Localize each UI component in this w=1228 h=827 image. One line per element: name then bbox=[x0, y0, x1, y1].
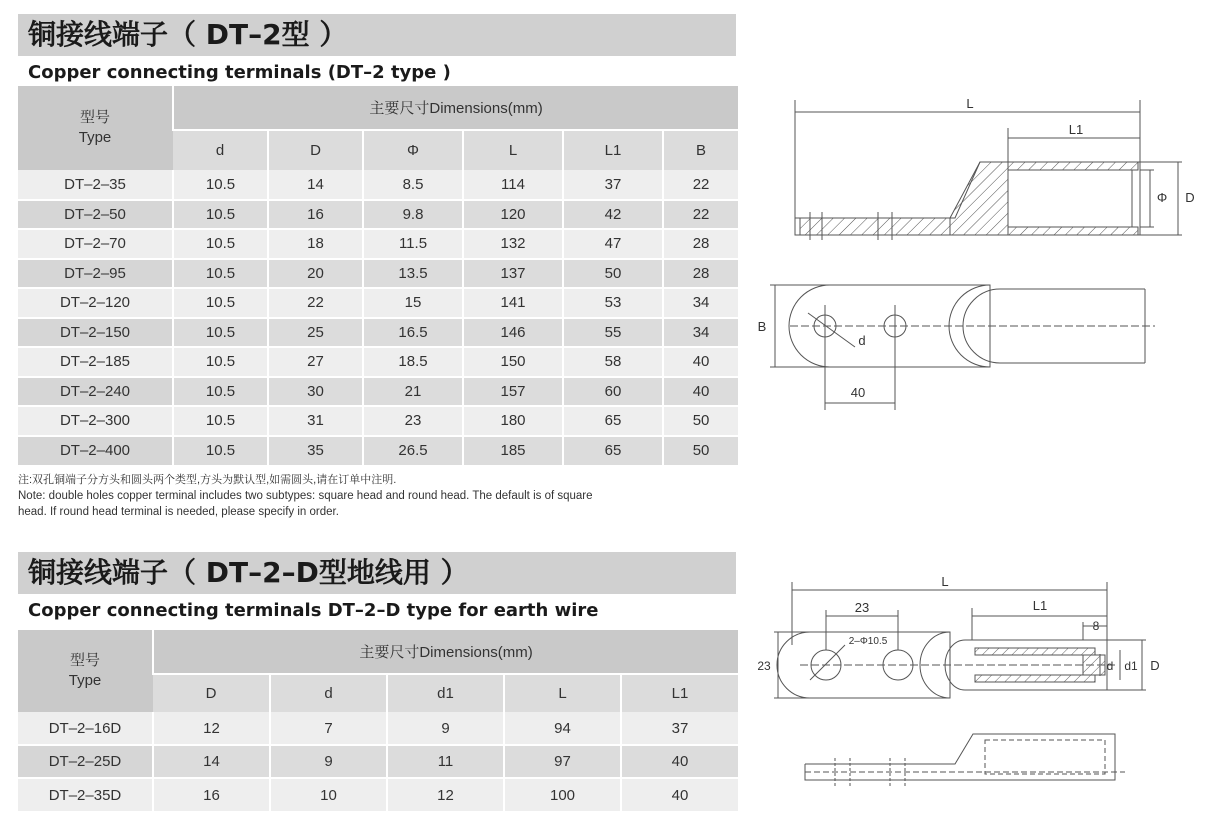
dt2-top-view-drawing bbox=[750, 275, 1170, 420]
note-cn: 注:双孔铜端子分方头和圆头两个类型,方头为默认型,如需圆头,请在订单中注明. bbox=[18, 474, 397, 486]
value-cell: 65 bbox=[563, 436, 663, 466]
table-row bbox=[18, 377, 738, 407]
value-cell: 146 bbox=[463, 318, 563, 348]
value-cell: 15 bbox=[363, 288, 463, 318]
section2-spec-table bbox=[18, 630, 738, 811]
dim-label-phi: Φ bbox=[1156, 190, 1168, 205]
section1-spec-table bbox=[18, 86, 738, 465]
value-cell: 10.5 bbox=[173, 170, 268, 200]
value-cell: 180 bbox=[463, 406, 563, 436]
table-row bbox=[18, 170, 738, 200]
value-cell: 137 bbox=[463, 259, 563, 289]
type-cell: DT–2–16D bbox=[18, 712, 153, 745]
value-cell: 58 bbox=[563, 347, 663, 377]
column-header: Φ bbox=[363, 130, 463, 170]
column-header: D bbox=[153, 674, 270, 712]
value-cell: 47 bbox=[563, 229, 663, 259]
value-cell: 14 bbox=[268, 170, 363, 200]
value-cell: 12 bbox=[387, 778, 504, 811]
value-cell: 97 bbox=[504, 745, 621, 778]
dim-label-23-side: 23 bbox=[757, 659, 771, 673]
dim-label-L1: L1 bbox=[1032, 598, 1048, 613]
table-row bbox=[18, 712, 738, 745]
value-cell: 42 bbox=[563, 200, 663, 230]
value-cell: 22 bbox=[663, 200, 738, 230]
type-header-cn: 型号 bbox=[69, 652, 100, 669]
value-cell: 40 bbox=[663, 377, 738, 407]
section1-subtitle: Copper connecting terminals (DT–2 type ) bbox=[28, 62, 451, 83]
table-row bbox=[18, 318, 738, 348]
value-cell: 16.5 bbox=[363, 318, 463, 348]
value-cell: 120 bbox=[463, 200, 563, 230]
value-cell: 10.5 bbox=[173, 347, 268, 377]
value-cell: 20 bbox=[268, 259, 363, 289]
value-cell: 10.5 bbox=[173, 229, 268, 259]
value-cell: 157 bbox=[463, 377, 563, 407]
value-cell: 37 bbox=[621, 712, 738, 745]
value-cell: 10.5 bbox=[173, 259, 268, 289]
column-header: d bbox=[270, 674, 387, 712]
value-cell: 13.5 bbox=[363, 259, 463, 289]
value-cell: 37 bbox=[563, 170, 663, 200]
column-header: D bbox=[268, 130, 363, 170]
type-cell: DT–2–240 bbox=[18, 377, 173, 407]
type-header-cn: 型号 bbox=[79, 109, 110, 126]
value-cell: 8.5 bbox=[363, 170, 463, 200]
value-cell: 10.5 bbox=[173, 436, 268, 466]
table-row bbox=[18, 436, 738, 466]
value-cell: 141 bbox=[463, 288, 563, 318]
type-cell: DT–2–300 bbox=[18, 406, 173, 436]
column-header: L bbox=[504, 674, 621, 712]
value-cell: 10.5 bbox=[173, 288, 268, 318]
type-cell: DT–2–95 bbox=[18, 259, 173, 289]
value-cell: 10.5 bbox=[173, 377, 268, 407]
value-cell: 21 bbox=[363, 377, 463, 407]
table-row bbox=[18, 229, 738, 259]
dim-label-holes: 2–Φ10.5 bbox=[848, 636, 888, 647]
value-cell: 114 bbox=[463, 170, 563, 200]
section1-note bbox=[18, 472, 593, 520]
table-row bbox=[18, 745, 738, 778]
value-cell: 25 bbox=[268, 318, 363, 348]
section1-title: 铜接线端子（ DT–2型 ） bbox=[18, 14, 736, 56]
value-cell: 35 bbox=[268, 436, 363, 466]
value-cell: 28 bbox=[663, 229, 738, 259]
value-cell: 31 bbox=[268, 406, 363, 436]
value-cell: 16 bbox=[153, 778, 270, 811]
value-cell: 10.5 bbox=[173, 318, 268, 348]
value-cell: 23 bbox=[363, 406, 463, 436]
dim-label-8: 8 bbox=[1092, 619, 1100, 633]
type-cell: DT–2–35D bbox=[18, 778, 153, 811]
value-cell: 150 bbox=[463, 347, 563, 377]
type-cell: DT–2–150 bbox=[18, 318, 173, 348]
column-header: L1 bbox=[563, 130, 663, 170]
dim-label-L: L bbox=[966, 96, 974, 111]
value-cell: 7 bbox=[270, 712, 387, 745]
type-cell: DT–2–185 bbox=[18, 347, 173, 377]
value-cell: 18.5 bbox=[363, 347, 463, 377]
type-header bbox=[18, 86, 173, 170]
type-cell: DT–2–120 bbox=[18, 288, 173, 318]
note-en-line1: Note: double holes copper terminal includes two subtypes: square head and round head. The default is of square bbox=[18, 490, 593, 502]
table-row bbox=[18, 200, 738, 230]
value-cell: 50 bbox=[663, 406, 738, 436]
value-cell: 65 bbox=[563, 406, 663, 436]
dim-label-d: d bbox=[858, 333, 866, 348]
type-header-en: Type bbox=[78, 129, 112, 146]
value-cell: 34 bbox=[663, 288, 738, 318]
value-cell: 40 bbox=[621, 778, 738, 811]
value-cell: 40 bbox=[621, 745, 738, 778]
value-cell: 34 bbox=[663, 318, 738, 348]
value-cell: 22 bbox=[663, 170, 738, 200]
value-cell: 9.8 bbox=[363, 200, 463, 230]
dt2d-top-view-drawing bbox=[750, 570, 1210, 710]
dim-label-d1: d1 bbox=[1124, 659, 1138, 673]
value-cell: 50 bbox=[563, 259, 663, 289]
dim-label-L1: L1 bbox=[1068, 122, 1084, 137]
type-cell: DT–2–70 bbox=[18, 229, 173, 259]
table-row bbox=[18, 259, 738, 289]
column-header: d bbox=[173, 130, 268, 170]
value-cell: 26.5 bbox=[363, 436, 463, 466]
section2-title: 铜接线端子（ DT–2–D型地线用 ） bbox=[18, 552, 736, 594]
type-cell: DT–2–400 bbox=[18, 436, 173, 466]
dimensions-header: 主要尺寸Dimensions(mm) bbox=[173, 86, 738, 130]
dim-label-L: L bbox=[941, 574, 949, 589]
dim-label-40: 40 bbox=[850, 385, 866, 400]
dt2d-side-view-drawing bbox=[795, 728, 1135, 790]
type-header-en: Type bbox=[68, 672, 102, 689]
value-cell: 10.5 bbox=[173, 406, 268, 436]
dim-label-D: D bbox=[1150, 658, 1160, 673]
table-row bbox=[18, 778, 738, 811]
value-cell: 30 bbox=[268, 377, 363, 407]
value-cell: 12 bbox=[153, 712, 270, 745]
value-cell: 60 bbox=[563, 377, 663, 407]
column-header: L bbox=[463, 130, 563, 170]
type-cell: DT–2–50 bbox=[18, 200, 173, 230]
type-header bbox=[18, 630, 153, 712]
value-cell: 40 bbox=[663, 347, 738, 377]
value-cell: 10 bbox=[270, 778, 387, 811]
value-cell: 28 bbox=[663, 259, 738, 289]
column-header: B bbox=[663, 130, 738, 170]
value-cell: 10.5 bbox=[173, 200, 268, 230]
type-cell: DT–2–35 bbox=[18, 170, 173, 200]
note-en-line2: head. If round head terminal is needed, please specify in order. bbox=[18, 506, 339, 518]
value-cell: 100 bbox=[504, 778, 621, 811]
value-cell: 16 bbox=[268, 200, 363, 230]
dimensions-header: 主要尺寸Dimensions(mm) bbox=[153, 630, 738, 674]
column-header: L1 bbox=[621, 674, 738, 712]
value-cell: 27 bbox=[268, 347, 363, 377]
dim-label-D: D bbox=[1185, 190, 1195, 205]
dim-label-d: d bbox=[1106, 659, 1114, 673]
value-cell: 18 bbox=[268, 229, 363, 259]
value-cell: 50 bbox=[663, 436, 738, 466]
section2-subtitle: Copper connecting terminals DT–2–D type for earth wire bbox=[28, 600, 599, 621]
column-header: d1 bbox=[387, 674, 504, 712]
value-cell: 22 bbox=[268, 288, 363, 318]
value-cell: 55 bbox=[563, 318, 663, 348]
dim-label-B: B bbox=[757, 319, 767, 334]
value-cell: 185 bbox=[463, 436, 563, 466]
value-cell: 11.5 bbox=[363, 229, 463, 259]
dt2-side-view-drawing bbox=[780, 90, 1210, 250]
value-cell: 53 bbox=[563, 288, 663, 318]
table-row bbox=[18, 288, 738, 318]
value-cell: 11 bbox=[387, 745, 504, 778]
value-cell: 14 bbox=[153, 745, 270, 778]
value-cell: 132 bbox=[463, 229, 563, 259]
table-row bbox=[18, 347, 738, 377]
type-cell: DT–2–25D bbox=[18, 745, 153, 778]
table-row bbox=[18, 406, 738, 436]
value-cell: 9 bbox=[387, 712, 504, 745]
value-cell: 94 bbox=[504, 712, 621, 745]
dim-label-23-top: 23 bbox=[854, 600, 870, 615]
value-cell: 9 bbox=[270, 745, 387, 778]
